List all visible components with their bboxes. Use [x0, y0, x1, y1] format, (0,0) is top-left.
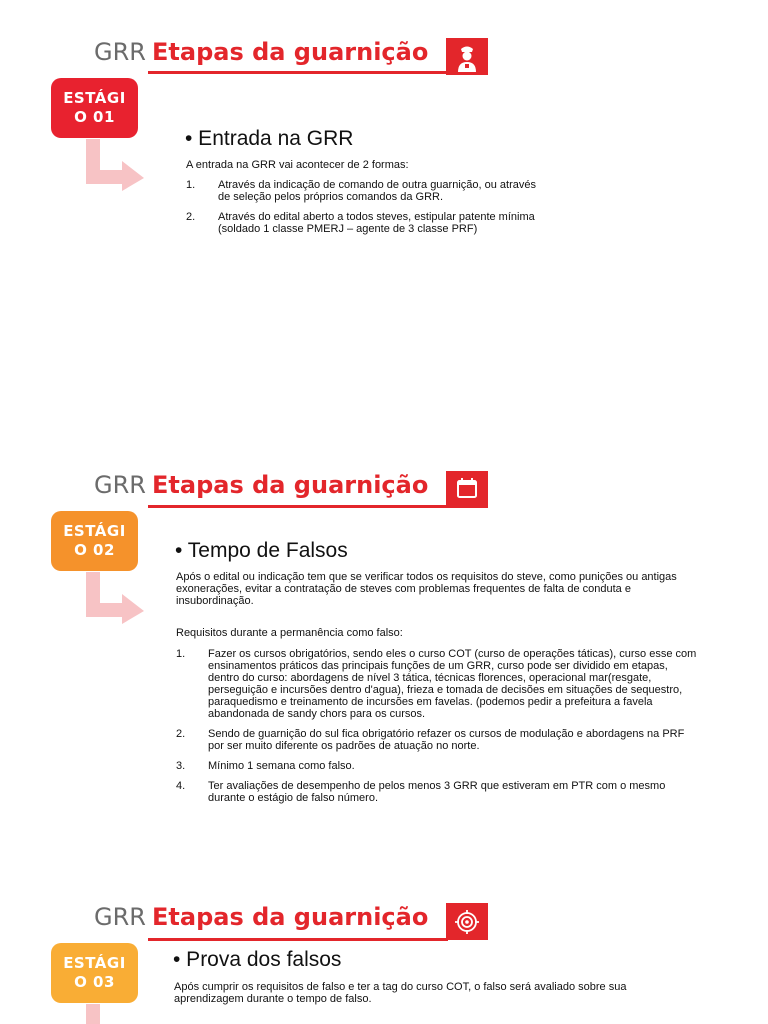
stage-badge: [51, 78, 138, 138]
badge-line-1: ESTÁGI: [63, 522, 126, 540]
list-item-number: 1.: [186, 179, 196, 191]
stage-title: • Prova dos falsos: [173, 948, 342, 971]
list-item-text: Através do edital aberto a todos steves, estipular patente mínima (soldado 1 classe PMERJ – agente de 3 classe PRF): [218, 211, 535, 235]
stage-title: • Tempo de Falsos: [175, 539, 348, 562]
list-item-text: Mínimo 1 semana como falso.: [208, 760, 355, 772]
list-item: [176, 648, 701, 720]
stage-intro: A entrada na GRR vai acontecer de 2 formas:: [186, 159, 409, 171]
stage-arrow: [86, 1004, 148, 1024]
badge-line-2: O 01: [74, 108, 115, 126]
header-underline: [148, 71, 448, 74]
header-prefix: GRR: [94, 471, 146, 499]
list-item: [176, 728, 701, 754]
target-icon: [446, 903, 488, 940]
header-title: Etapas da guarnição: [152, 903, 429, 931]
list-item-text: Sendo de guarnição do sul fica obrigatório refazer os cursos de modulação e abordagens na PRF por ser muito diferente os padrões de atuação no norte.: [208, 728, 685, 752]
header-prefix: GRR: [94, 38, 146, 66]
stage-badge: [51, 511, 138, 571]
header-underline: [148, 505, 448, 508]
header-prefix: GRR: [94, 903, 146, 931]
list-item-number: 3.: [176, 760, 186, 772]
list-item-number: 2.: [186, 211, 196, 223]
stage-requirements-heading: Requisitos durante a permanência como falso:: [176, 627, 403, 639]
stage-badge: [51, 943, 138, 1003]
header-title: Etapas da guarnição: [152, 38, 429, 66]
calendar-icon: [446, 471, 488, 508]
badge-line-1: ESTÁGI: [63, 89, 126, 107]
officer-icon: [446, 38, 488, 75]
stage-arrow: [86, 139, 148, 191]
list-item-text: Através da indicação de comando de outra guarnição, ou através de seleção pelos próprios comandos da GRR.: [218, 179, 536, 203]
list-item-number: 4.: [176, 780, 186, 792]
list-item: [176, 780, 701, 806]
stage-intro: Após cumprir os requisitos de falso e ter a tag do curso COT, o falso será avaliado sobre sua aprendizagem durante o tempo de falso.: [174, 981, 627, 1005]
badge-line-1: ESTÁGI: [63, 954, 126, 972]
list-item-text: Ter avaliações de desempenho de pelos menos 3 GRR que estiveram em PTR com o mesmo durante o estágio de falso número.: [208, 780, 666, 804]
badge-line-2: O 02: [74, 541, 115, 559]
list-item: [176, 760, 701, 774]
header-underline: [148, 938, 448, 941]
list-item: [186, 179, 566, 205]
stage-title: • Entrada na GRR: [185, 127, 354, 150]
list-item: [186, 211, 566, 237]
stage-arrow: [86, 572, 148, 624]
header-title: Etapas da guarnição: [152, 471, 429, 499]
badge-line-2: O 03: [74, 973, 115, 991]
stage-intro: Após o edital ou indicação tem que se verificar todos os requisitos do steve, como punições ou antigas exonerações, evitar a contratação de steves com problemas frequentes de falta de conduta e insubordinação.: [176, 571, 677, 607]
list-item-number: 1.: [176, 648, 186, 660]
list-item-text: Fazer os cursos obrigatórios, sendo eles o curso COT (curso de operações táticas), curso esse com ensinamentos práticos das principais funções de um GRR, curso pode ser dividido em etapas, dentro do curso: abordagens de nível 3 tática, técnicas florences, operacional mar(resgate, perseguição e incursões dentro d'agua), frieza e tomada de decisões em situações de sequestro, paraquedismo e treinamento de incursões em favelas. (podemos pedir a prefeitura a favela abandonada de sandy chors para os cursos.: [208, 648, 697, 720]
list-item-number: 2.: [176, 728, 186, 740]
